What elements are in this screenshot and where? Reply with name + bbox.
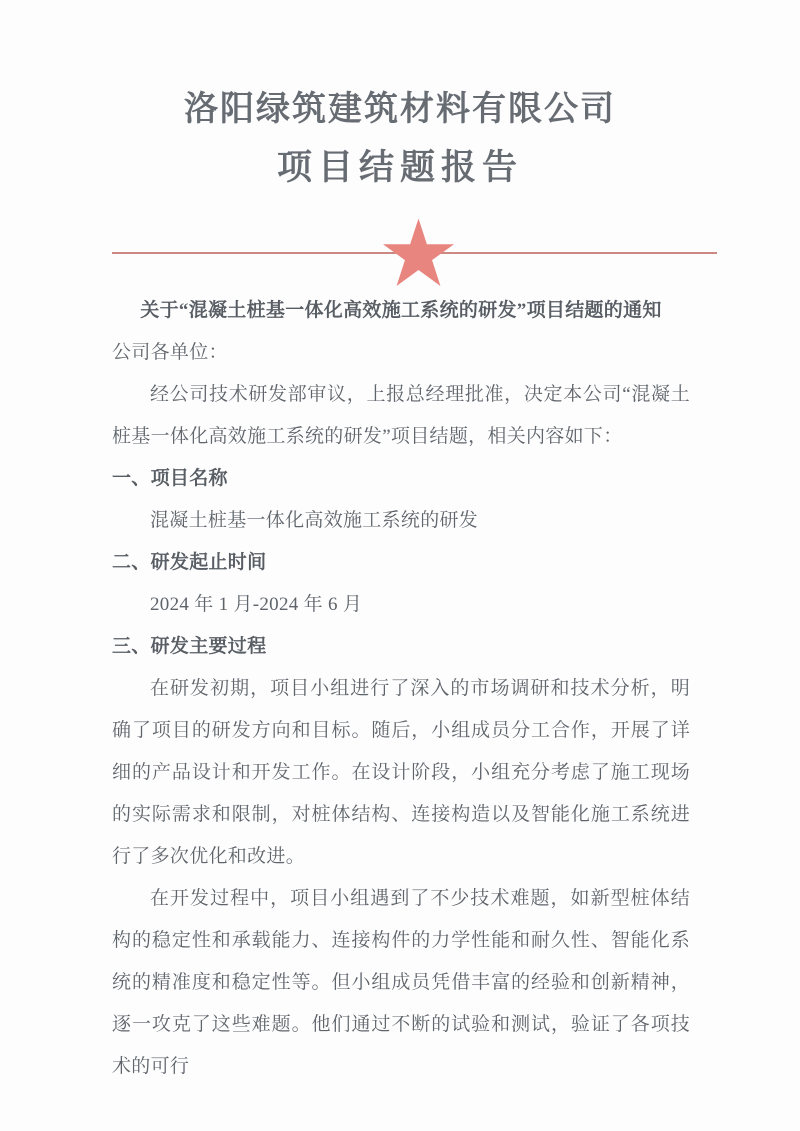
section-2-content: 2024 年 1 月-2024 年 6 月 <box>150 594 363 615</box>
salutation: 公司各单位： <box>112 342 228 363</box>
company-title: 洛阳绿筑建筑材料有限公司 <box>184 91 616 128</box>
section-3-paragraph-1: 在研发初期，项目小组进行了深入的市场调研和技术分析，明确了项目的研发方向和目标。随后，小组成员分工合作，开展了详细的产品设计和开发工作。在设计阶段，小组充分考虑了施工现场的实际需求和限制，对桩体结构、连接构造以及智能化施工系统进行了多次优化和改进。 <box>112 678 690 867</box>
document-body <box>112 290 690 1088</box>
star-icon <box>383 218 454 290</box>
section-3-heading: 三、研发主要过程 <box>112 636 267 657</box>
subject-line: 关于“混凝土桩基一体化高效施工系统的研发”项目结题的通知 <box>140 300 662 321</box>
section-3-paragraph-2: 在开发过程中，项目小组遇到了不少技术难题，如新型桩体结构的稳定性和承载能力、连接构件的力学性能和耐久性、智能化系统的精准度和稳定性等。但小组成员凭借丰富的经验和创新精神，逐一攻克了这些难题。他们通过不断的试验和测试，验证了各项技术的可行 <box>112 888 690 1077</box>
section-1-content: 混凝土桩基一体化高效施工系统的研发 <box>150 510 479 531</box>
section-1-heading: 一、项目名称 <box>112 468 228 489</box>
document-header <box>0 0 800 190</box>
star-divider <box>0 218 800 290</box>
report-title: 项目结题报告 <box>276 148 523 187</box>
section-2-heading: 二、研发起止时间 <box>112 552 267 573</box>
intro-paragraph: 经公司技术研发部审议，上报总经理批准，决定本公司“混凝土桩基一体化高效施工系统的研发”项目结题，相关内容如下： <box>112 384 690 447</box>
